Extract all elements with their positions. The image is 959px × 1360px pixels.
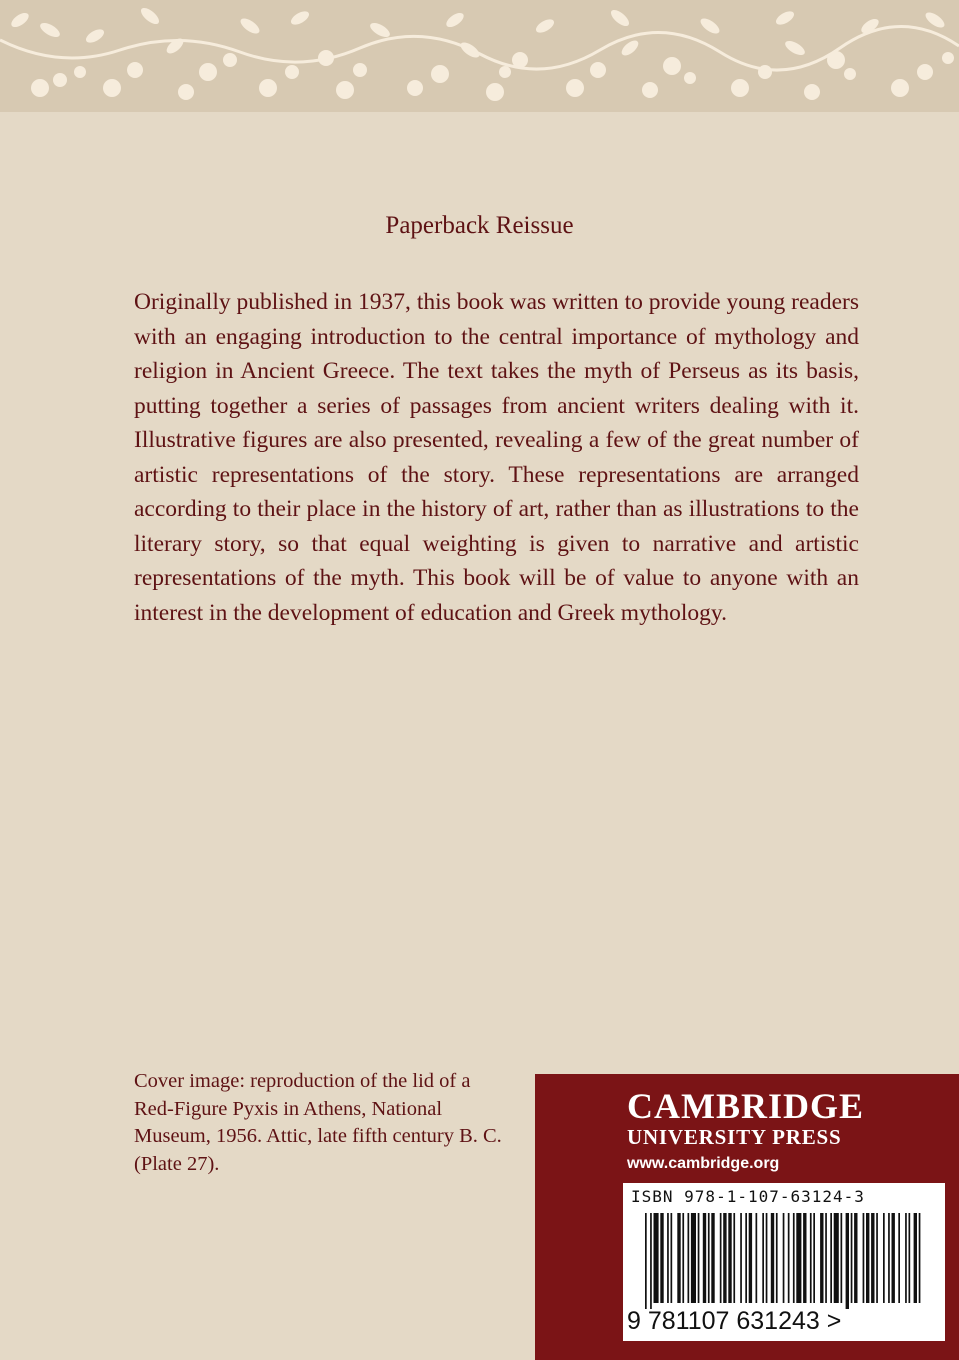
barcode-digits: 9 781107 631243 > [627,1307,842,1335]
page-title: Paperback Reissue [385,212,574,239]
publisher-url: www.cambridge.org [627,1155,780,1172]
decorative-border [0,0,959,112]
publisher-panel [535,1074,959,1360]
isbn-label: ISBN 978-1-107-63124-3 [631,1187,865,1206]
book-description: Originally published in 1937, this book was written to provide young readers with an engaging introduction to the central importance of mythology and religion in Ancient Greece. The text takes the myth of Perseus as its basis, putting together a series of passages from ancient writers dealing with it. Illustrative figures are also presented, revealing a few of the great number of artistic representations of the story. These representations are arranged according to their place in the history of art, rather than as illustrations to the literary story, so that equal weighting is given to narrative and artistic representations of the myth. This book will be of value to anyone with an interest in the development of education and Greek mythology. [134,289,859,626]
publisher-name: CAMBRIDGE [627,1086,865,1126]
laurel-ornament-icon [0,0,959,112]
publisher-subtitle: UNIVERSITY PRESS [627,1125,842,1149]
cover-image-caption: Cover image: reproduction of the lid of a Red-Figure Pyxis in Athens, National Museum, 1956. Attic, late fifth century B. C. (Plate 27). [134,1070,502,1175]
barcode-card [623,1183,945,1341]
